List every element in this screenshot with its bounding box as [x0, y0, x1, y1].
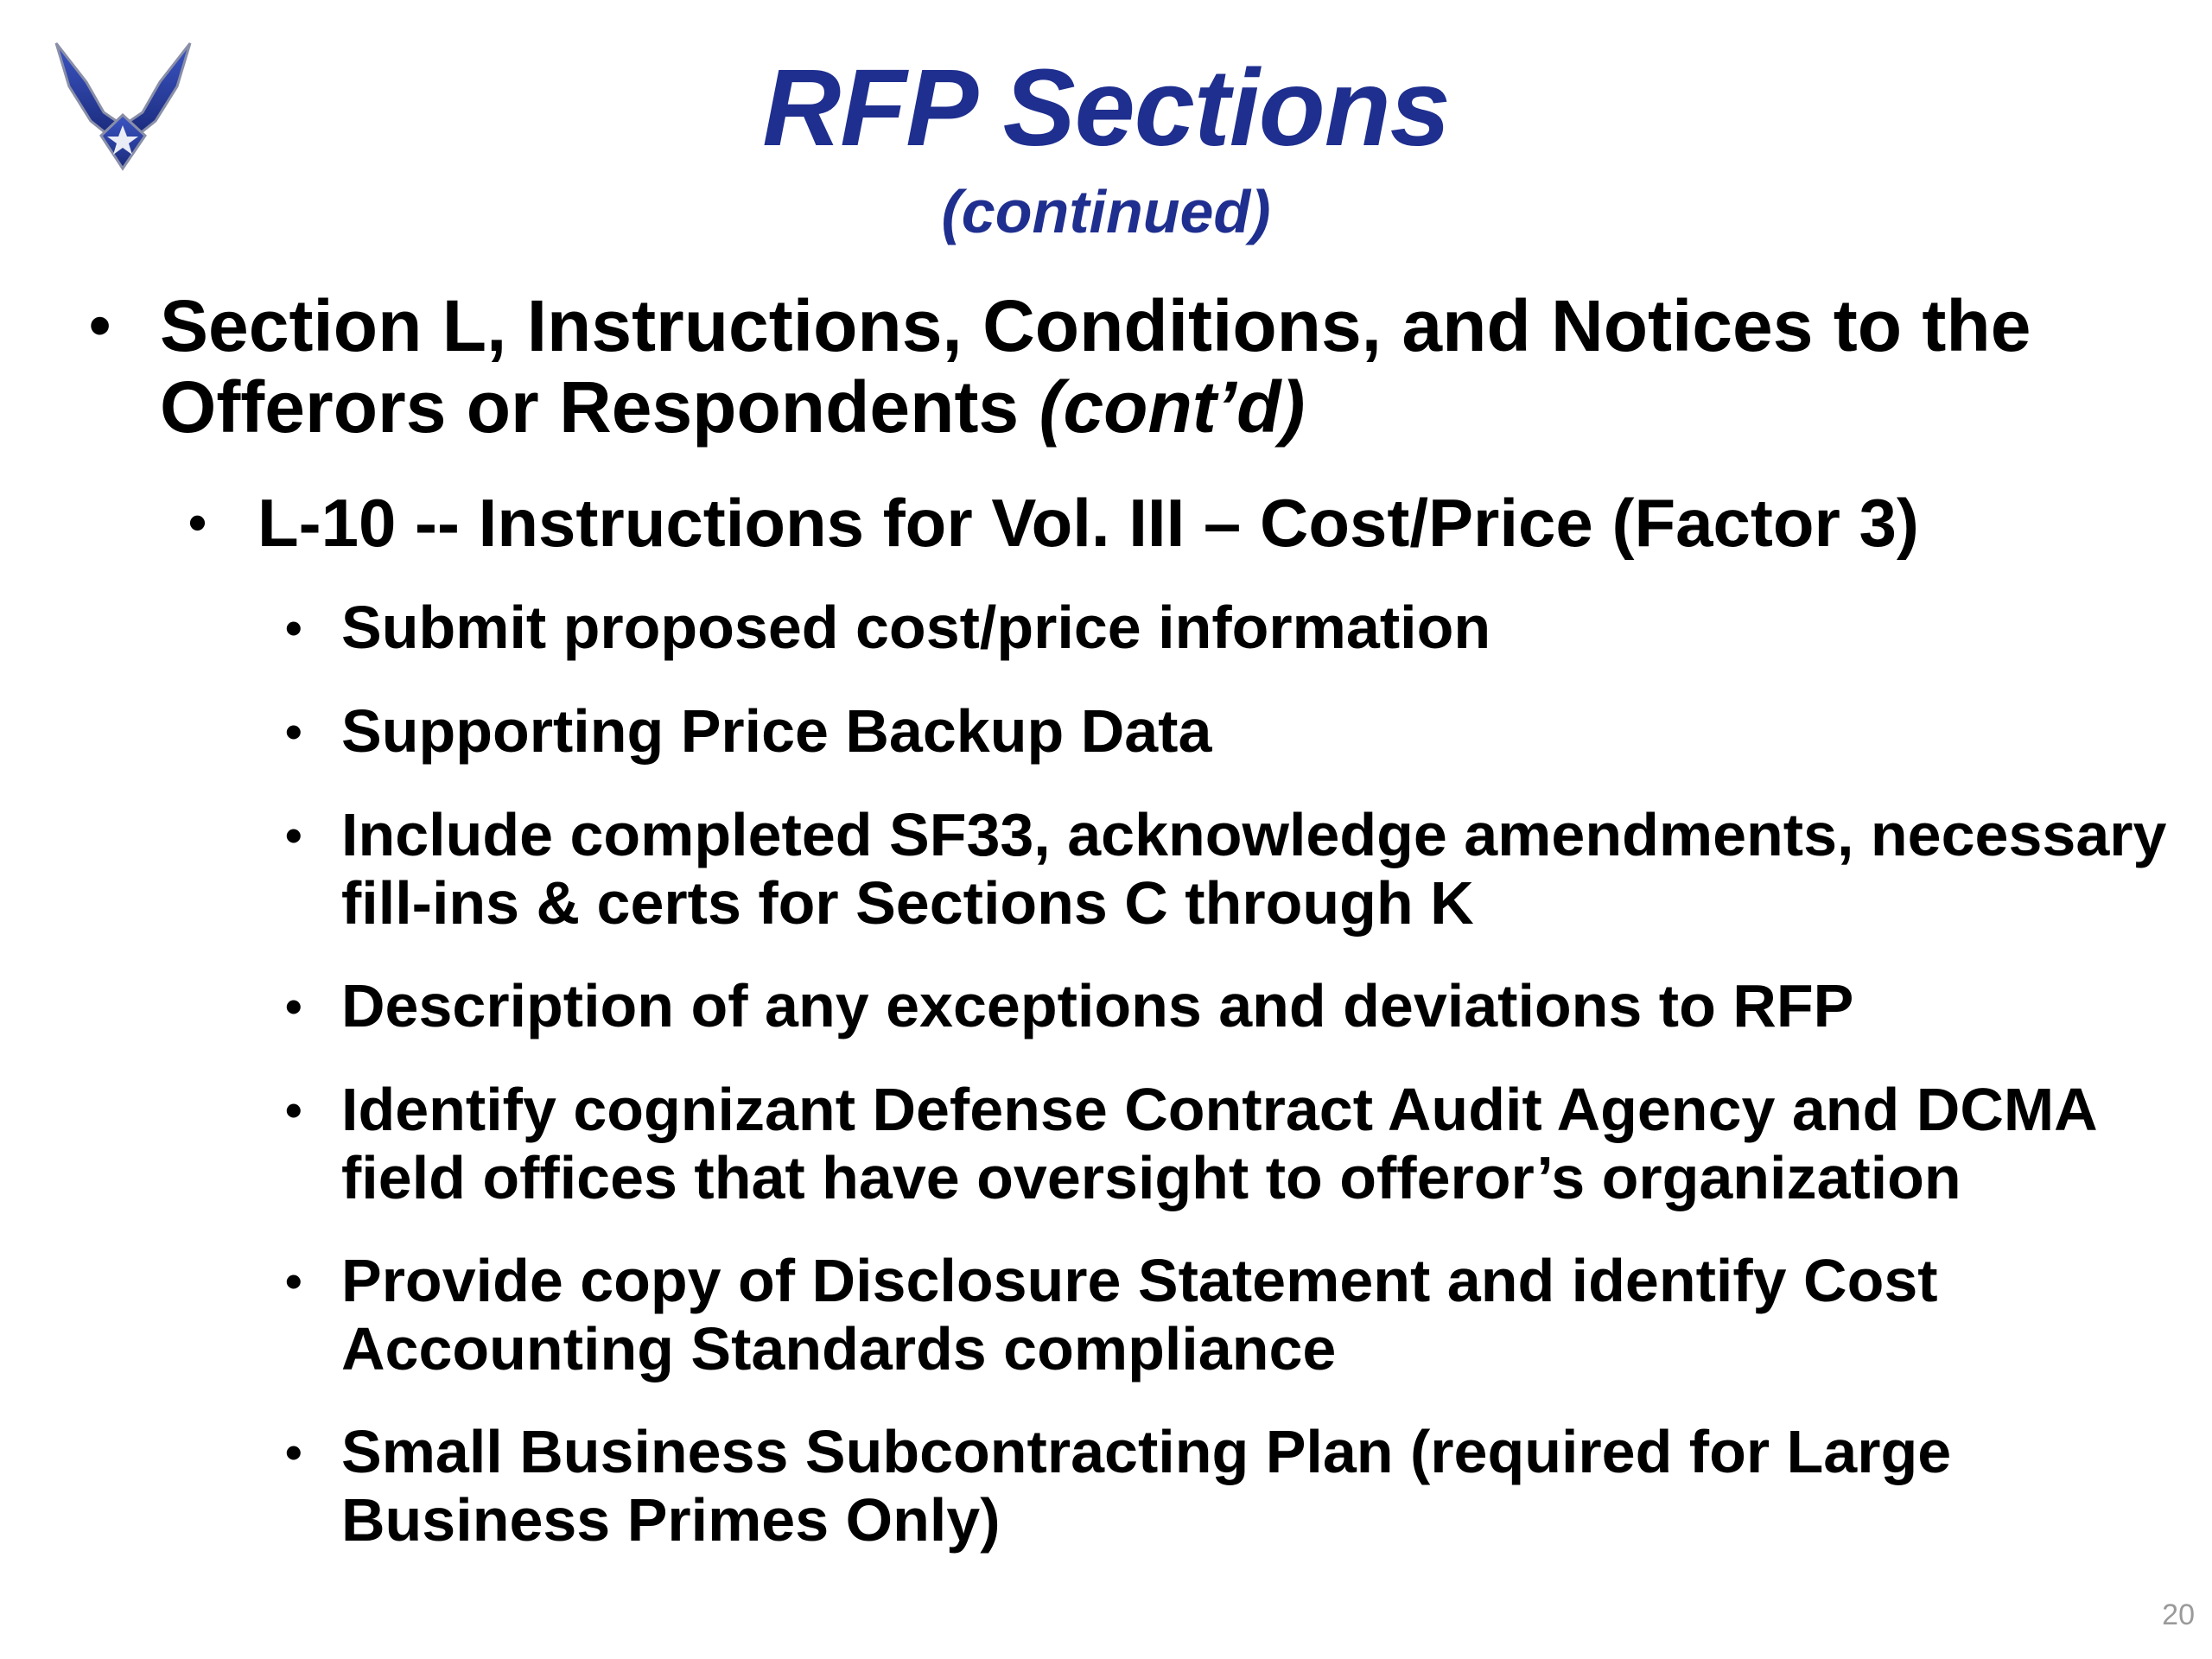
bullet-text: Description of any exceptions and deviations to RFP: [341, 972, 1854, 1039]
bullet-level3: [285, 801, 2190, 938]
bullet-marker: •: [89, 291, 111, 360]
bullet-text: Include completed SF33, acknowledge amendments, necessary fill-ins & certs for Sections C through K: [341, 801, 2167, 937]
page-number: 20: [2162, 1599, 2195, 1631]
bullet-level3: [285, 697, 2190, 766]
bullet-level3: [285, 594, 2190, 662]
bullet-marker: •: [285, 808, 302, 862]
bullet-marker: •: [285, 1425, 302, 1479]
slide-subtitle: (continued): [941, 178, 1271, 245]
bullet-marker: •: [285, 601, 302, 655]
bullet-level3: [285, 972, 2190, 1040]
bullet-text: Provide copy of Disclosure Statement and identify Cost Accounting Standards compliance: [341, 1247, 1938, 1382]
bullet-level3: [285, 1418, 2190, 1554]
bullet-level1: [89, 285, 2130, 448]
bullet-text: Supporting Price Backup Data: [341, 697, 1212, 765]
bullet-level3: [285, 1076, 2190, 1212]
bullet-marker: •: [285, 704, 302, 759]
bullet-level2: [188, 484, 2124, 562]
bullet-marker: •: [285, 1083, 302, 1137]
bullet-marker: •: [285, 979, 302, 1033]
bullet-text: Submit proposed cost/price information: [341, 594, 1491, 661]
bullet-text: Identify cognizant Defense Contract Audit Agency and DCMA field offices that have oversight to offeror’s organization: [341, 1076, 2096, 1211]
bullet-marker: •: [188, 493, 207, 551]
bullet-text: Small Business Subcontracting Plan (required for Large Business Primes Only): [341, 1418, 1952, 1554]
bullet-text: L-10 -- Instructions for Vol. III – Cost/Price (Factor 3): [257, 485, 1919, 561]
bullet-suffix: (cont’d): [1039, 366, 1306, 448]
slide-title: RFP Sections: [762, 47, 1450, 168]
bullet-marker: •: [285, 1254, 302, 1308]
bullet-level3: [285, 1247, 2190, 1383]
bullet-text: Section L, Instructions, Conditions, and Notices to the Offerors or Respondents: [160, 285, 2031, 448]
